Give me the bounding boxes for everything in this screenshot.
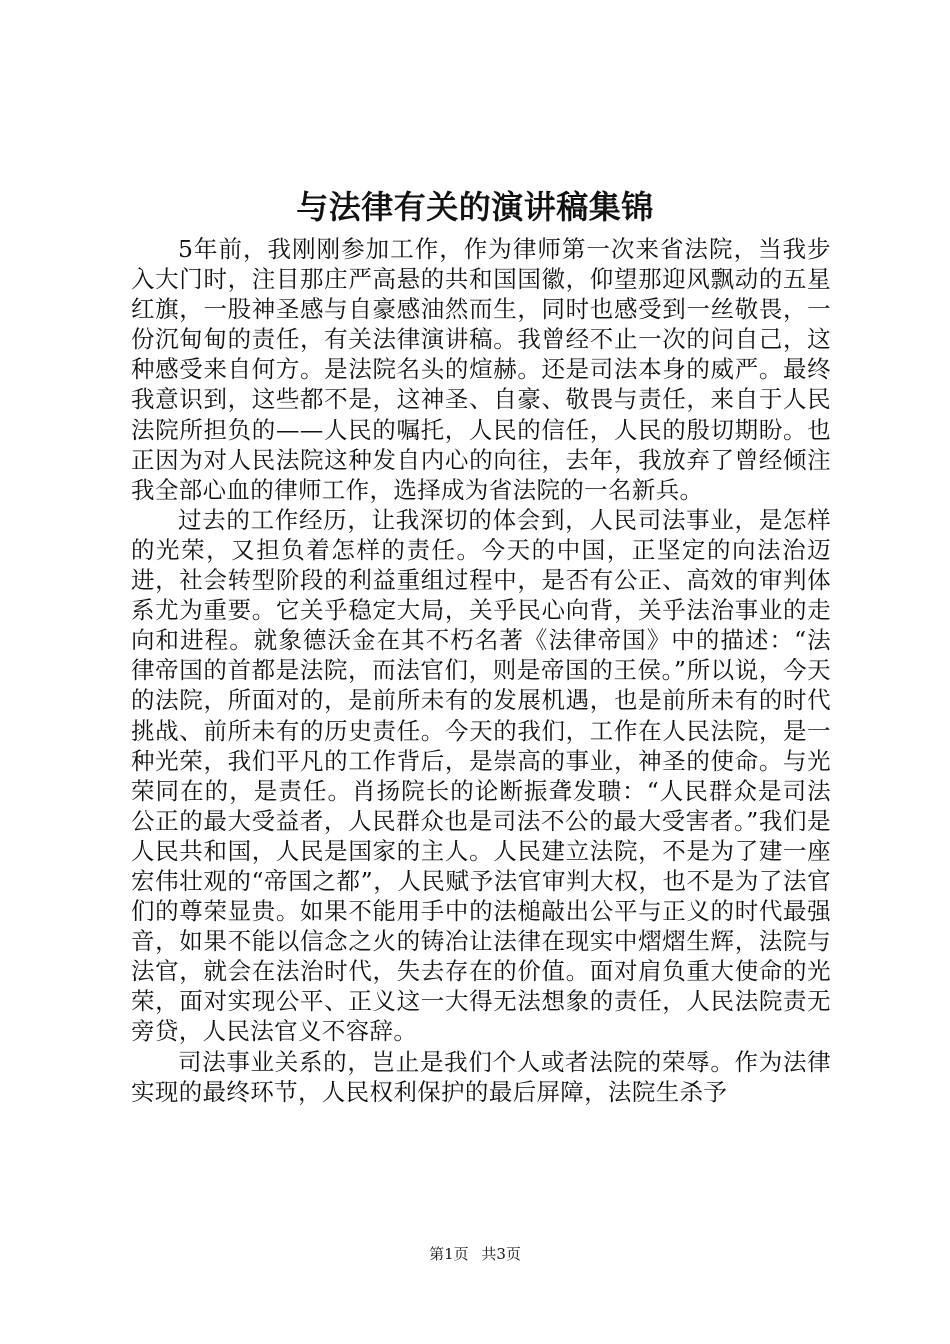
paragraph-1: 5年前，我刚刚参加工作，作为律师第一次来省法院，当我步入大门时，注目那庄严高悬的共和国国徽，仰望那迎风飘动的五星红旗，一股神圣感与自豪感油然而生，同时也感受到一丝敬畏，一份沉甸甸的责任，有关法律演讲稿。我曾经不止一次的问自己，这种感受来自何方。是法院名头的煊赫。还是司法本身的威严。最终我意识到，这些都不是，这神圣、自豪、敬畏与责任，来自于人民法院所担负的——人民的嘱托，人民的信任，人民的殷切期盼。也正因为对人民法院这种发自内心的向往，去年，我放弃了曾经倾注我全部心血的律师工作，选择成为省法院的一名新兵。 xyxy=(131,235,831,504)
page-number: 第1页 xyxy=(429,1245,469,1263)
document-title: 与法律有关的演讲稿集锦 xyxy=(296,188,654,226)
paragraph-3: 司法事业关系的，岂止是我们个人或者法院的荣辱。作为法律实现的最终环节，人民权利保护的最后屏障，法院生杀予 xyxy=(131,1047,831,1106)
paragraph-2: 过去的工作经历，让我深切的体会到，人民司法事业，是怎样的光荣，又担负着怎样的责任。今天的中国，正坚定的向法治迈进，社会转型阶段的利益重组过程中，是否有公正、高效的审判体系尤为重要。它关乎稳定大局，关乎民心向背，关乎法治事业的走向和进程。就象德沃金在其不朽名著《法律帝国》中的描述：“法律帝国的首都是法院，而法官们，则是帝国的王侯。”所以说，今天的法院，所面对的，是前所未有的发展机遇，也是前所未有的时代挑战、前所未有的历史责任。今天的我们，工作在人民法院，是一种光荣，我们平凡的工作背后，是崇高的事业，神圣的使命。与光荣同在的，是责任。肖扬院长的论断振聋发聩：“人民群众是司法公正的最大受益者，人民群众也是司法不公的最大受害者。”我们是人民共和国，人民是国家的主人。人民建立法院，不是为了建一座宏伟壮观的“帝国之都”，人民赋予法官审判大权，也不是为了法官们的尊荣显贵。如果不能用手中的法槌敲出公平与正义的时代最强音，如果不能以信念之火的铸冶让法律在现实中熠熠生辉，法院与法官，就会在法治时代，失去存在的价值。面对肩负重大使命的光荣，面对实现公平、正义这一大得无法想象的责任，人民法院责无旁贷，人民法官义不容辞。 xyxy=(131,505,831,1046)
page-total: 共3页 xyxy=(481,1245,521,1263)
document-body xyxy=(131,234,831,1107)
page-footer xyxy=(0,1243,950,1265)
